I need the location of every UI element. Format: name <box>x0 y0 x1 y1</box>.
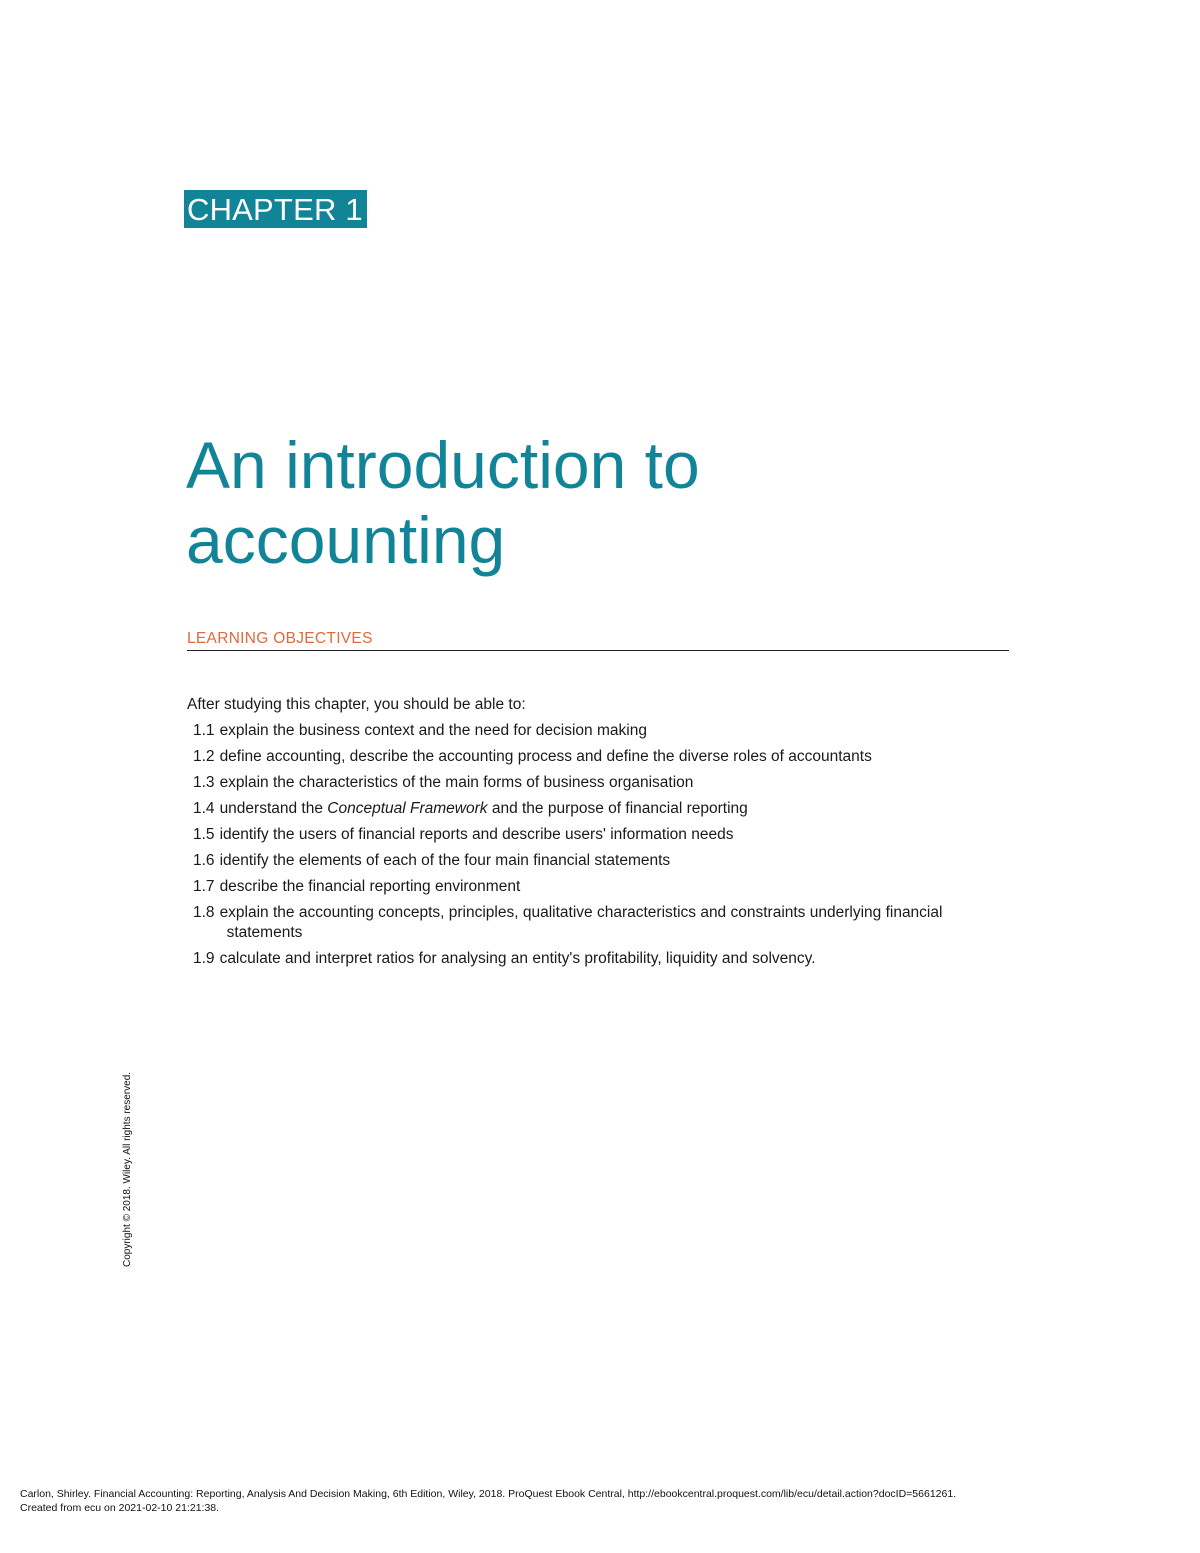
objective-number: 1.3 <box>193 774 215 791</box>
objective-number: 1.6 <box>193 852 215 869</box>
objective-1-1 <box>193 721 1023 741</box>
objective-text: identify the users of financial reports and describe users' information needs <box>219 826 734 843</box>
objective-number: 1.9 <box>193 950 215 967</box>
objective-number: 1.4 <box>193 800 215 817</box>
learning-objectives-heading: LEARNING OBJECTIVES <box>187 629 1009 651</box>
chapter-label: CHAPTER 1 <box>184 190 367 228</box>
learning-objectives-list <box>193 721 1023 975</box>
citation-line-1: Carlon, Shirley. Financial Accounting: Reporting, Analysis And Decision Making, 6th Edition, Wiley, 2018. ProQuest Ebook Central, http://ebookcentral.proquest.com/lib/ecu/detail.action?docID=5661261. <box>20 1488 957 1500</box>
objective-number: 1.8 <box>193 904 215 921</box>
objective-1-4 <box>193 799 1023 819</box>
objective-text: identify the elements of each of the four main financial statements <box>219 852 671 869</box>
objectives-intro: After studying this chapter, you should be able to: <box>187 696 526 713</box>
objective-number: 1.2 <box>193 748 215 765</box>
citation-footer <box>20 1487 956 1515</box>
objective-1-2 <box>193 747 1023 767</box>
objective-text <box>220 903 1023 943</box>
objective-text: describe the financial reporting environment <box>219 878 521 895</box>
objective-text: explain the characteristics of the main forms of business organisation <box>219 774 694 791</box>
objective-text-after: and the purpose of financial reporting <box>487 800 748 817</box>
copyright-notice: Copyright © 2018. Wiley. All rights reserved. <box>122 1071 133 1267</box>
objective-1-9 <box>193 949 1023 969</box>
objective-text-continuation: statements <box>226 924 303 941</box>
objective-text-line: explain the accounting concepts, principles, qualitative characteristics and constraints underlying financial <box>219 904 943 921</box>
objective-1-3 <box>193 773 1023 793</box>
objective-number: 1.5 <box>193 826 215 843</box>
chapter-title-line-2: accounting <box>186 503 506 577</box>
objective-text <box>220 799 1023 819</box>
objective-text: define accounting, describe the accounting process and define the diverse roles of accountants <box>219 748 872 765</box>
objective-text-before: understand the <box>219 800 328 817</box>
objective-emphasis: Conceptual Framework <box>327 800 488 817</box>
objective-number: 1.7 <box>193 878 215 895</box>
objective-1-7 <box>193 877 1023 897</box>
objective-number: 1.1 <box>193 722 215 739</box>
objective-1-5 <box>193 825 1023 845</box>
objective-1-8 <box>193 903 1023 943</box>
objective-text: calculate and interpret ratios for analysing an entity's profitability, liquidity and solvency. <box>219 950 816 967</box>
objective-1-6 <box>193 851 1023 871</box>
chapter-title-line-1: An introduction to <box>186 428 700 502</box>
citation-line-2: Created from ecu on 2021-02-10 21:21:38. <box>20 1502 220 1514</box>
objective-text: explain the business context and the need for decision making <box>219 722 647 739</box>
chapter-title <box>186 428 1006 578</box>
